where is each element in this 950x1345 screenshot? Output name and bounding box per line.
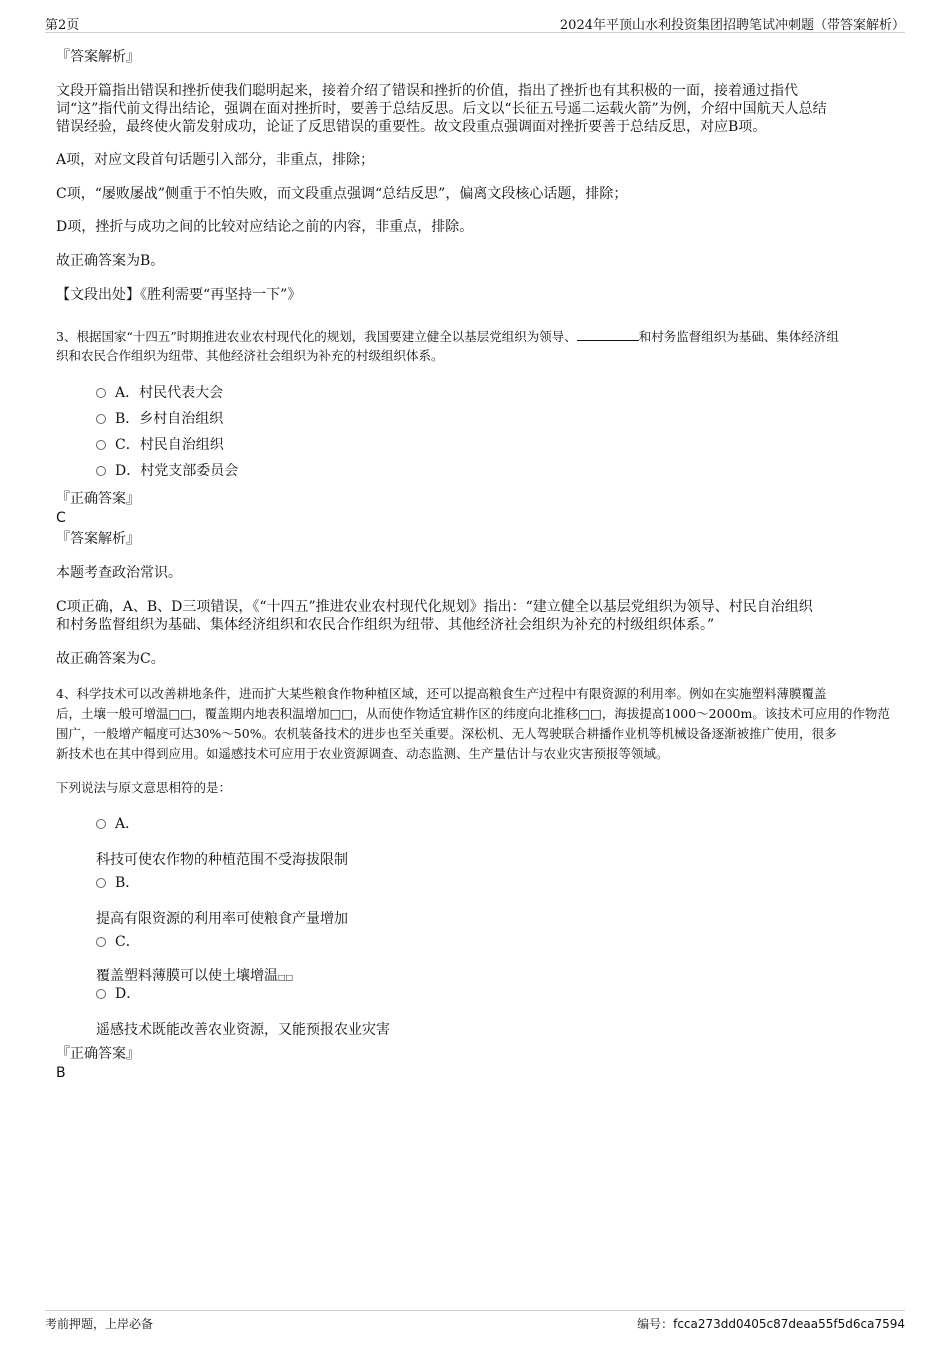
radio-button-icon[interactable] [96,388,106,398]
q4-answer-heading: 『正确答案』 [56,1046,140,1062]
page-footer [45,1310,905,1333]
q3-conclusion: 故正确答案为C。 [56,651,165,667]
option-text: 乡村自治组织 [139,411,224,427]
q4-stem-line-2: 后，土壤一般可增温□□，覆盖期内地表积温增加□□，从而使作物适宜耕作区的纬度向北推移□□，海拔提高1000～2000m。该技术可应用的作物范 [56,706,890,721]
page-header [45,14,905,33]
q3-stem-line-2: 织和农民合作组织为纽带、其他经济社会组织为补充的村级组织体系。 [56,348,444,363]
radio-button-icon[interactable] [96,989,106,999]
q4-option-d[interactable] [96,985,140,1003]
fill-in-blank [577,329,639,341]
option-letter: C． [115,934,140,950]
option-text: 村民代表大会 [139,385,224,401]
page-number: 第2页 [45,18,80,33]
q4-option-b-text: 提高有限资源的利用率可使粮食产量增加 [96,911,348,927]
q2-analysis-line-2: 词“这”指代前文得出结论，强调在面对挫折时，要善于总结反思。后文以“长征五号遥二运载火箭”为例，介绍中国航天人总结 [56,101,827,117]
q4-option-b[interactable] [96,874,139,892]
q2-analysis-heading: 『答案解析』 [56,49,140,65]
footer-serial [637,1315,905,1332]
serial-number: fcca273dd0405c87deaa55f5d6ca7594 [673,1317,905,1331]
q3-option-b[interactable] [96,410,223,428]
q4-stem-line-4: 新技术也在其中得到应用。如遥感技术可应用于农业资源调查、动态监测、生产量估计与农业灾害预报等领域。 [56,746,669,761]
option-text: 村党支部委员会 [140,463,239,479]
serial-label: 编号： [637,1317,674,1331]
radio-button-icon[interactable] [96,878,106,888]
radio-button-icon[interactable] [96,466,106,476]
q4-answer: B [56,1065,66,1081]
option-text-suffix: □□ [278,973,294,982]
q2-analysis-line-3: 错误经验，最终使火箭发射成功，论证了反思错误的重要性。故文段重点强调面对挫折要善于总结反思，对应B项。 [56,119,767,135]
q2-analysis-line-1: 文段开篇指出错误和挫折使我们聪明起来，接着介绍了错误和挫折的价值，指出了挫折也有其积极的一面，接着通过指代 [56,83,798,99]
q3-stem-part-1: 3、根据国家“十四五”时期推进农业农村现代化的规划，我国要建立健全以基层党组织为领导、 [56,329,577,344]
q2-item-c: C项，“屡败屡战”侧重于不怕失败，而文段重点强调“总结反思”，偏离文段核心话题，排除； [56,186,628,202]
q3-option-d[interactable] [96,462,238,480]
option-letter: A． [115,385,140,401]
q4-option-d-text: 遥感技术既能改善农业资源，又能预报农业灾害 [96,1022,390,1038]
radio-button-icon[interactable] [96,414,106,424]
q4-option-a[interactable] [96,815,139,833]
q3-option-a[interactable] [96,384,223,402]
option-letter: B． [115,875,140,891]
radio-button-icon[interactable] [96,440,106,450]
document-title: 2024年平顶山水利投资集团招聘笔试冲刺题（带答案解析） [559,18,905,33]
q3-analysis-line-2: 和村务监督组织为基础、集体经济组织和农民合作组织为纽带、其他经济社会组织为补充的村级组织体系。” [56,617,715,633]
option-letter: D． [115,463,141,479]
q3-answer-heading: 『正确答案』 [56,491,140,507]
q3-option-c[interactable] [96,436,224,454]
q3-analysis-intro: 本题考查政治常识。 [56,565,182,581]
option-letter: D． [115,986,141,1002]
q4-option-c[interactable] [96,933,140,951]
q3-answer: C [56,510,66,526]
q2-conclusion: 故正确答案为B。 [56,253,165,269]
q3-analysis-heading: 『答案解析』 [56,531,140,547]
option-letter: C． [115,437,140,453]
option-text: 覆盖塑料薄膜可以使土壤增温 [96,968,278,984]
q4-question: 下列说法与原文意思相符的是： [56,780,232,795]
radio-button-icon[interactable] [96,937,106,947]
option-text: 村民自治组织 [139,437,224,453]
q4-option-a-text: 科技可使农作物的种植范围不受海拔限制 [96,852,348,868]
radio-button-icon[interactable] [96,819,106,829]
option-letter: A． [115,816,140,832]
q2-item-d: D项，挫折与成功之间的比较对应结论之前的内容，非重点，排除。 [56,219,474,235]
q3-stem-part-2: 和村务监督组织为基础、集体经济组 [638,329,839,344]
q3-stem [56,328,892,346]
q4-stem-line-1: 4、科学技术可以改善耕地条件，进而扩大某些粮食作物种植区域，还可以提高粮食生产过程中有限资源的利用率。例如在实施塑料薄膜覆盖 [56,686,827,701]
q4-stem-line-3: 围广，一般增产幅度可达30%～50%。农机装备技术的进步也至关重要。深松机、无人驾驶联合耕播作业机等机械设备逐渐被推广使用，很多 [56,726,837,741]
option-letter: B． [115,411,140,427]
q4-option-c-text [96,967,293,987]
q2-source: 【文段出处】《胜利需要“再坚持一下”》 [56,287,302,303]
q3-analysis-line-1: C项正确，A、B、D三项错误，《“十四五”推进农业农村现代化规划》指出：“建立健全以基层党组织为领导、村民自治组织 [56,599,813,615]
q2-item-a: A项，对应文段首句话题引入部分，非重点，排除； [56,152,375,168]
footer-slogan: 考前押题，上岸必备 [45,1317,154,1331]
